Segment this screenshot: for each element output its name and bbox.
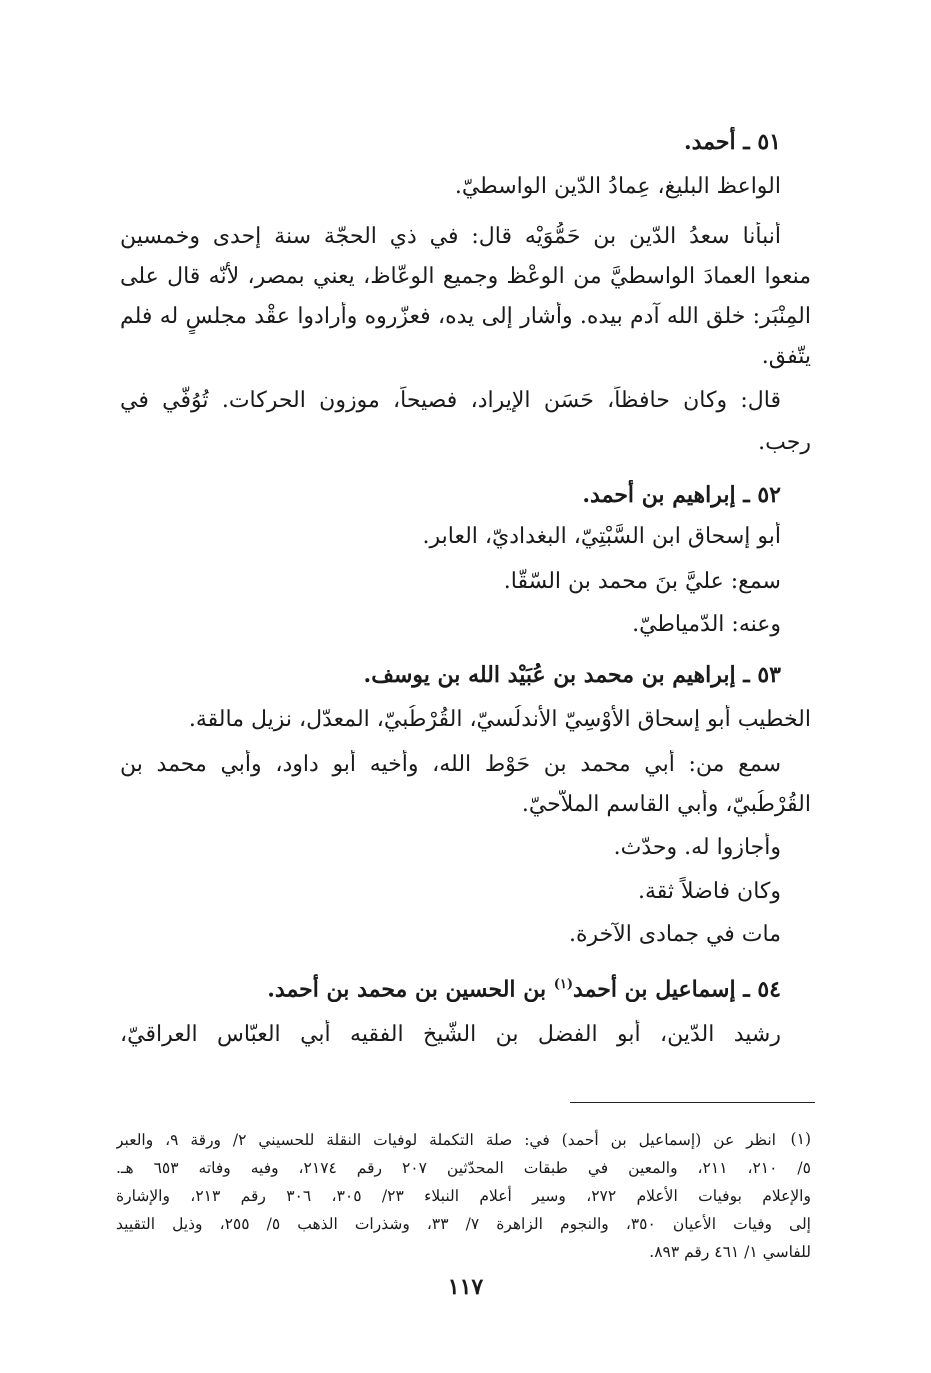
entry-52-heading: ٥٢ ـ إبراهيم بن أحمد. [582,482,781,508]
footnote-line: ٥/ ٢١٠، ٢١١، والمعين في طبقات المحدّثين ٢٠٧ رقم ٢١٧٤، وفيه وفاته ٦٥٣ هـ. [116,1159,811,1177]
entry-53-line: وأجازوا له. وحدّث. [613,835,781,860]
entry-52-line: أبو إسحاق ابن السَّبْتِيّ، البغداديّ، العابر. [422,524,781,549]
entry-53-line: القُرْطُبيّ، وأبي القاسم الملاّحيّ. [521,792,811,817]
entry-54-heading-part: ٥٤ ـ إسماعيل بن أحمد [573,976,781,1002]
entry-54-line: رشيد الدّين، أبو الفضل بن الشّيخ الفقيه أبي العبّاس العراقيّ، [120,1022,781,1047]
entry-51-line: قال: وكان حافظاً، حَسَن الإيراد، فصيحاً، موزون الحركات. تُوُفّي في [120,388,781,413]
entry-51-line: الواعظ البليغ، عِمادُ الدّين الواسطيّ. [454,174,781,199]
footnote-separator [570,1102,815,1103]
entry-52-line: وعنه: الدّمياطيّ. [632,612,781,637]
footnote-marker: (١) [790,1130,811,1148]
entry-52-line: سمع: عليَّ بنَ محمد بن السّقّا. [503,569,781,594]
entry-53-heading: ٥٣ ـ إبراهيم بن محمد بن عُبَيْد الله بن يوسف. [363,662,781,688]
footnote-line: إلى وفيات الأعيان ٣٥٠، والنجوم الزاهرة ٧/ ٣٣، وشذرات الذهب ٥/ ٢٥٥، وذيل التقييد [116,1215,811,1233]
entry-54-heading-part: بن الحسين بن محمد بن أحمد. [267,976,554,1002]
footnote-line: والإعلام بوفيات الأعلام ٢٧٢، وسير أعلام النبلاء ٢٣/ ٣٠٥، ٣٠٦ رقم ٢١٣، والإشارة [116,1187,811,1205]
entry-53-line: سمع من: أبي محمد بن حَوْط الله، وأخيه أبو داود، وأبي محمد بن [120,752,781,777]
page-number: ١١٧ [447,1274,484,1300]
entry-51-line: أنبأنا سعدُ الدّين بن حَمُّوَيْه قال: في ذي الحجّة سنة إحدى وخمسين [120,224,781,249]
entry-51-line: منعوا العمادَ الواسطيَّ من الوعْظ وجميع الوعّاظ، يعني بمصر، لأنّه قال على [120,264,811,289]
entry-51-line: المِنْبَر: خلق الله آدم بيده. وأشار إلى يده، فعزّروه وأرادوا عقْد مجلسٍ له فلم [120,304,811,329]
entry-53-line: الخطيب أبو إسحاق الأَوْسِيّ الأندلُسيّ، القُرْطُبيّ، المعدّل، نزيل مالقة. [188,707,811,732]
entry-53-line: مات في جمادى الآخرة. [569,922,781,947]
footnote-line: انظر عن (إسماعيل بن أحمد) في: صلة التكملة لوفيات النقلة للحسيني ٢/ ورقة ٩، والعبر [116,1131,776,1149]
footnote-line: للفاسي ١/ ٤٦١ رقم ٨٩٣. [649,1243,811,1261]
entry-51-heading: ٥١ ـ أحمد. [683,129,781,155]
entry-53-line: وكان فاضلاً ثقة. [637,879,781,904]
entry-51-line: رجب. [758,430,811,455]
entry-54-heading [120,970,781,1002]
footnote-reference: (١) [553,977,574,992]
entry-51-line: يتّفق. [761,344,811,369]
